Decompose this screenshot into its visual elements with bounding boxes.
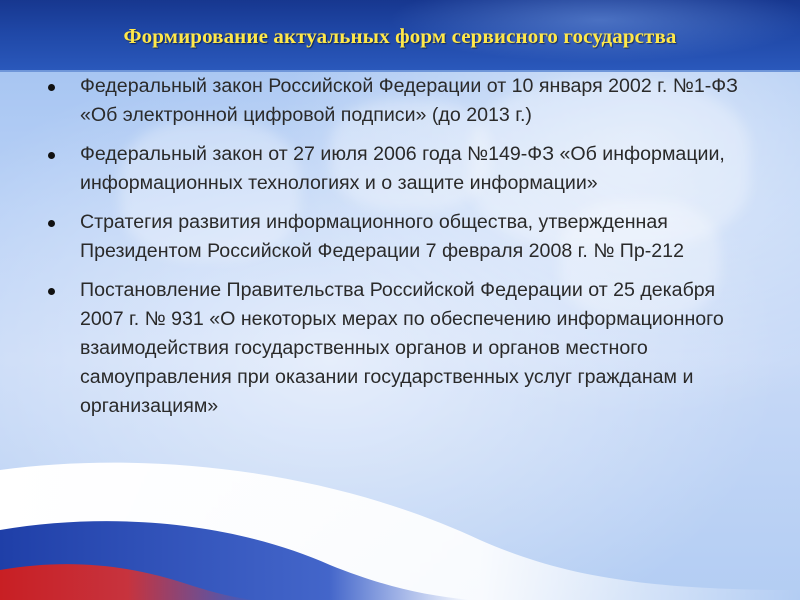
bullet-text: Федеральный закон Российской Федерации от 10 января 2002 г. №1-ФЗ «Об электронной цифровой подписи» (до 2013 г.) xyxy=(80,75,738,126)
slide-header xyxy=(0,0,800,72)
bullet-dot-icon xyxy=(48,152,55,159)
bullet-text: Постановление Правительства Российской Федерации от 25 декабря 2007 г. № 931 «О некоторых мерах по обеспечению информационного взаимодействия государственных органов и органов местного самоуправления при оказании государственных услуг гражданам и организациям» xyxy=(80,279,724,417)
bullet-text: Стратегия развития информационного общества, утвержденная Президентом Российской Федерации 7 февраля 2008 г. № Пр-212 xyxy=(80,211,684,262)
bullet-item xyxy=(42,208,757,266)
bullet-dot-icon xyxy=(48,288,55,295)
bullet-dot-icon xyxy=(48,84,55,91)
bullet-dot-icon xyxy=(48,220,55,227)
bullet-text: Федеральный закон от 27 июля 2006 года №149-ФЗ «Об информации, информационных технологиях и о защите информации» xyxy=(80,143,725,194)
bullet-list xyxy=(42,72,757,431)
bullet-item xyxy=(42,140,757,198)
russian-flag-icon xyxy=(0,430,800,600)
bullet-item xyxy=(42,72,757,130)
slide-title: Формирование актуальных форм сервисного государства xyxy=(123,24,677,48)
bullet-item xyxy=(42,276,757,421)
